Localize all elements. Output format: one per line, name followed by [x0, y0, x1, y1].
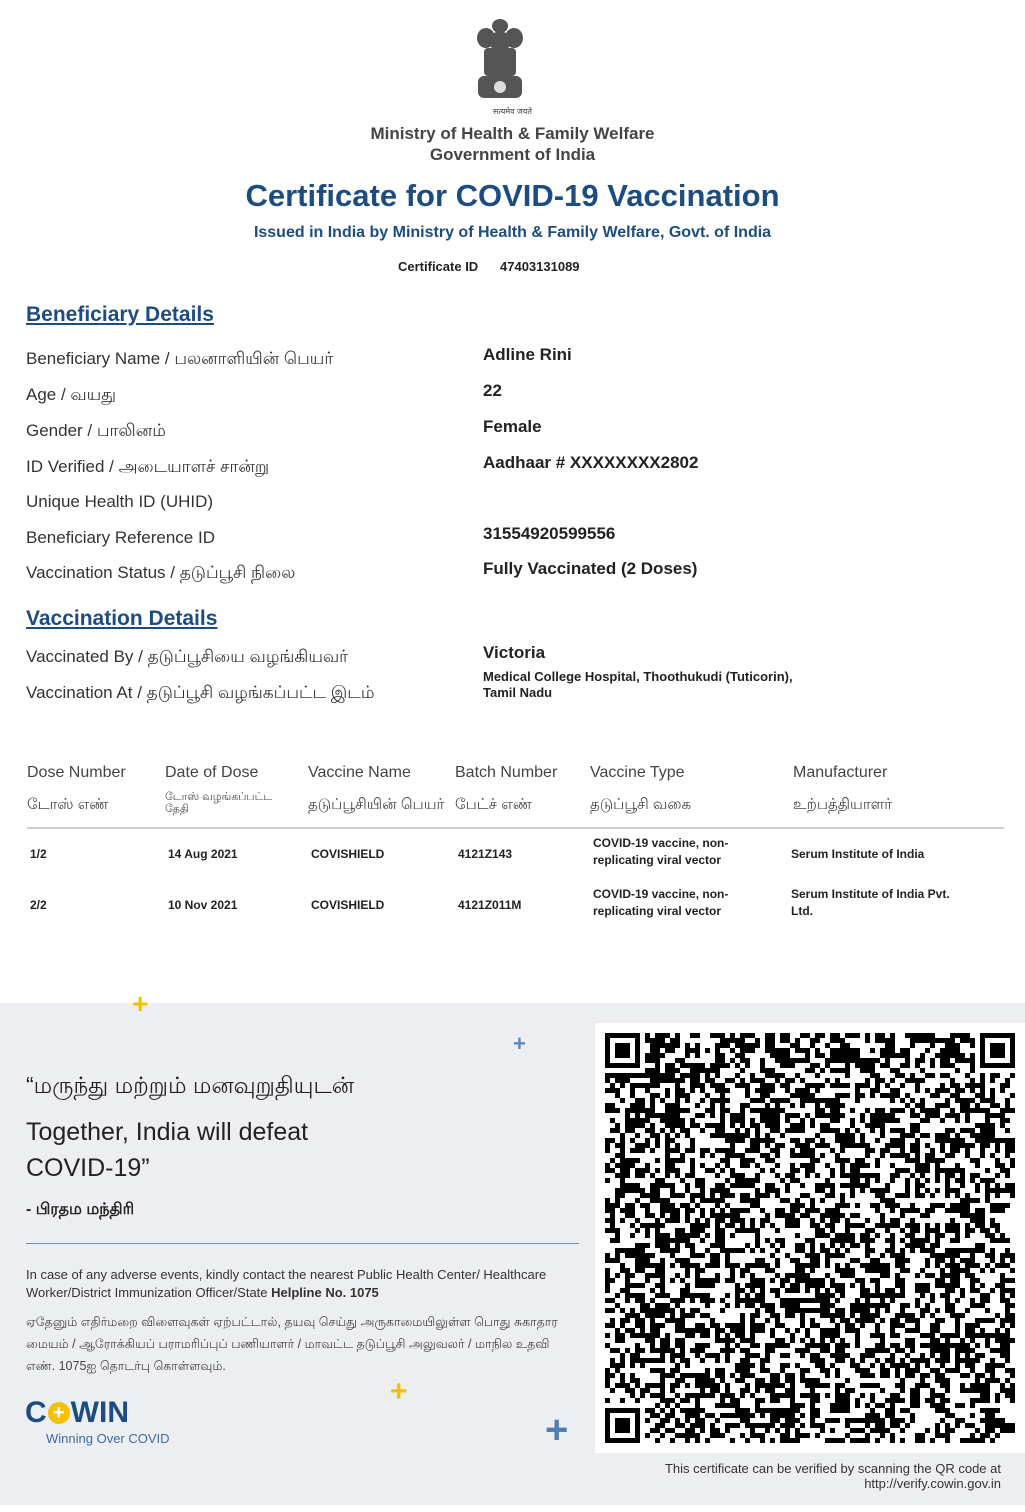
vaccination-heading: Vaccination Details [26, 607, 218, 630]
table-header: Date of Dose [165, 764, 259, 781]
emblem-motto: सत्यमेव जयते [493, 107, 532, 116]
beneficiary-label: Beneficiary Reference ID [26, 528, 215, 547]
table-divider [27, 827, 1004, 829]
table-cell: COVISHIELD [311, 898, 385, 912]
table-cell: COVISHIELD [311, 847, 385, 861]
vaccinated-at-label: Vaccination At / தடுப்பூசி வழங்கப்பட்ட இடம் [26, 683, 375, 702]
table-header: Vaccine Name [308, 764, 411, 781]
beneficiary-label: Unique Health ID (UHID) [26, 492, 214, 511]
certificate-id: 47403131089 [500, 259, 580, 274]
quote-tamil: “மருந்து மற்றும் மனவுறுதியுடன் [26, 1072, 355, 1098]
plus-decor-icon: + [390, 1375, 408, 1408]
beneficiary-label: Gender / பாலினம் [26, 421, 166, 440]
table-header: Dose Number [27, 764, 126, 781]
table-cell: COVID-19 vaccine, non-replicating viral vector [593, 836, 729, 867]
beneficiary-label: Age / வயது [26, 385, 117, 404]
quote-english: Together, India will defeat COVID-19” [26, 1118, 309, 1182]
vaccinated-by-value: Victoria [483, 643, 546, 662]
vaccinated-by-label: Vaccinated By / தடுப்பூசியை வழங்கியவர் [26, 647, 349, 666]
table-cell: Serum Institute of India [791, 847, 925, 861]
helpline-number: Helpline No. 1075 [271, 1285, 379, 1300]
adverse-events-tamil: ஏதேனும் எதிர்மறை விளைவுகள் ஏற்பட்டால், தயவு செய்து அருகாமையிலுள்ள பொது சுகாதார மையம் / ஆரோக்கியப் பராமரிப்புப் பணியாளர் / மாவட்ட தடுப்பூசி அலுவலர் / மாநில உதவி எண். 1075ஐ தொடர்பு கொள்ளவும். [26, 1315, 558, 1373]
table-cell: 14 Aug 2021 [168, 847, 238, 861]
beneficiary-value: Aadhaar # XXXXXXXX2802 [483, 453, 699, 472]
plus-decor-icon: + [545, 1408, 569, 1452]
table-cell: 2/2 [30, 898, 47, 912]
table-header: Vaccine Type [590, 764, 685, 781]
beneficiary-heading: Beneficiary Details [26, 303, 214, 326]
table-header-tamil: தடுப்பூசி வகை [590, 796, 692, 813]
beneficiary-value: Female [483, 417, 542, 436]
ministry-name: Ministry of Health & Family Welfare [370, 124, 655, 143]
table-cell: 4121Z143 [458, 847, 513, 861]
plus-decor-icon: + [513, 1031, 526, 1056]
adverse-events-text: In case of any adverse events, kindly contact the nearest Public Health Center/ Healthcare Worker/District Immunization Officer/State Helpline No. 1075 [26, 1267, 547, 1300]
table-header: Batch Number [455, 764, 558, 781]
quote-attribution: - பிரதம மந்திரி [26, 1201, 135, 1218]
table-cell: 1/2 [30, 847, 47, 861]
beneficiary-value: Adline Rini [483, 345, 572, 364]
qr-code-container [595, 1023, 1025, 1453]
beneficiary-label: Vaccination Status / தடுப்பூசி நிலை [26, 563, 296, 582]
table-cell: 10 Nov 2021 [168, 898, 238, 912]
beneficiary-value: 31554920599556 [483, 524, 616, 543]
table-cell: 4121Z011M [458, 898, 522, 912]
table-cell: Serum Institute of India Pvt. Ltd. [791, 887, 950, 918]
table-header-tamil: பேட்ச் எண் [455, 796, 533, 813]
logo-plus-icon: + [48, 1402, 70, 1424]
page-subtitle: Issued in India by Ministry of Health & Family Welfare, Govt. of India [253, 224, 772, 241]
beneficiary-label: ID Verified / அடையாளச் சான்று [26, 457, 270, 476]
table-cell: COVID-19 vaccine, non-replicating viral vector [593, 887, 729, 918]
table-header-tamil: டோஸ் எண் [27, 796, 109, 813]
verify-url-link[interactable]: http://verify.cowin.gov.in [864, 1476, 1001, 1491]
beneficiary-value: Fully Vaccinated (2 Doses) [483, 559, 698, 578]
beneficiary-value: 22 [483, 381, 502, 400]
footer-divider [26, 1243, 579, 1244]
national-emblem-icon [470, 16, 530, 108]
cowin-logo: C + WIN [25, 1396, 129, 1429]
table-header-tamil: தடுப்பூசியின் பெயர் [308, 796, 445, 813]
qr-code [605, 1033, 1015, 1443]
certificate-id-label: Certificate ID [398, 259, 479, 274]
vaccinated-at-value: Medical College Hospital, Thoothukudi (Tuticorin), Tamil Nadu [483, 669, 793, 700]
government-name: Government of India [429, 145, 596, 164]
page-title: Certificate for COVID-19 Vaccination [245, 178, 780, 213]
table-header-tamil: உற்பத்தியாளர் [793, 796, 893, 813]
table-header-tamil: டோஸ் வழங்கப்பட்ட தேதி [165, 791, 273, 815]
plus-decor-icon: + [132, 988, 149, 1019]
verify-note: This certificate can be verified by scanning the QR code at http://verify.cowin.gov.in [664, 1461, 1001, 1491]
beneficiary-label: Beneficiary Name / பலனாளியின் பெயர் [26, 349, 334, 368]
table-header: Manufacturer [793, 764, 888, 781]
cowin-tagline: Winning Over COVID [46, 1431, 170, 1446]
